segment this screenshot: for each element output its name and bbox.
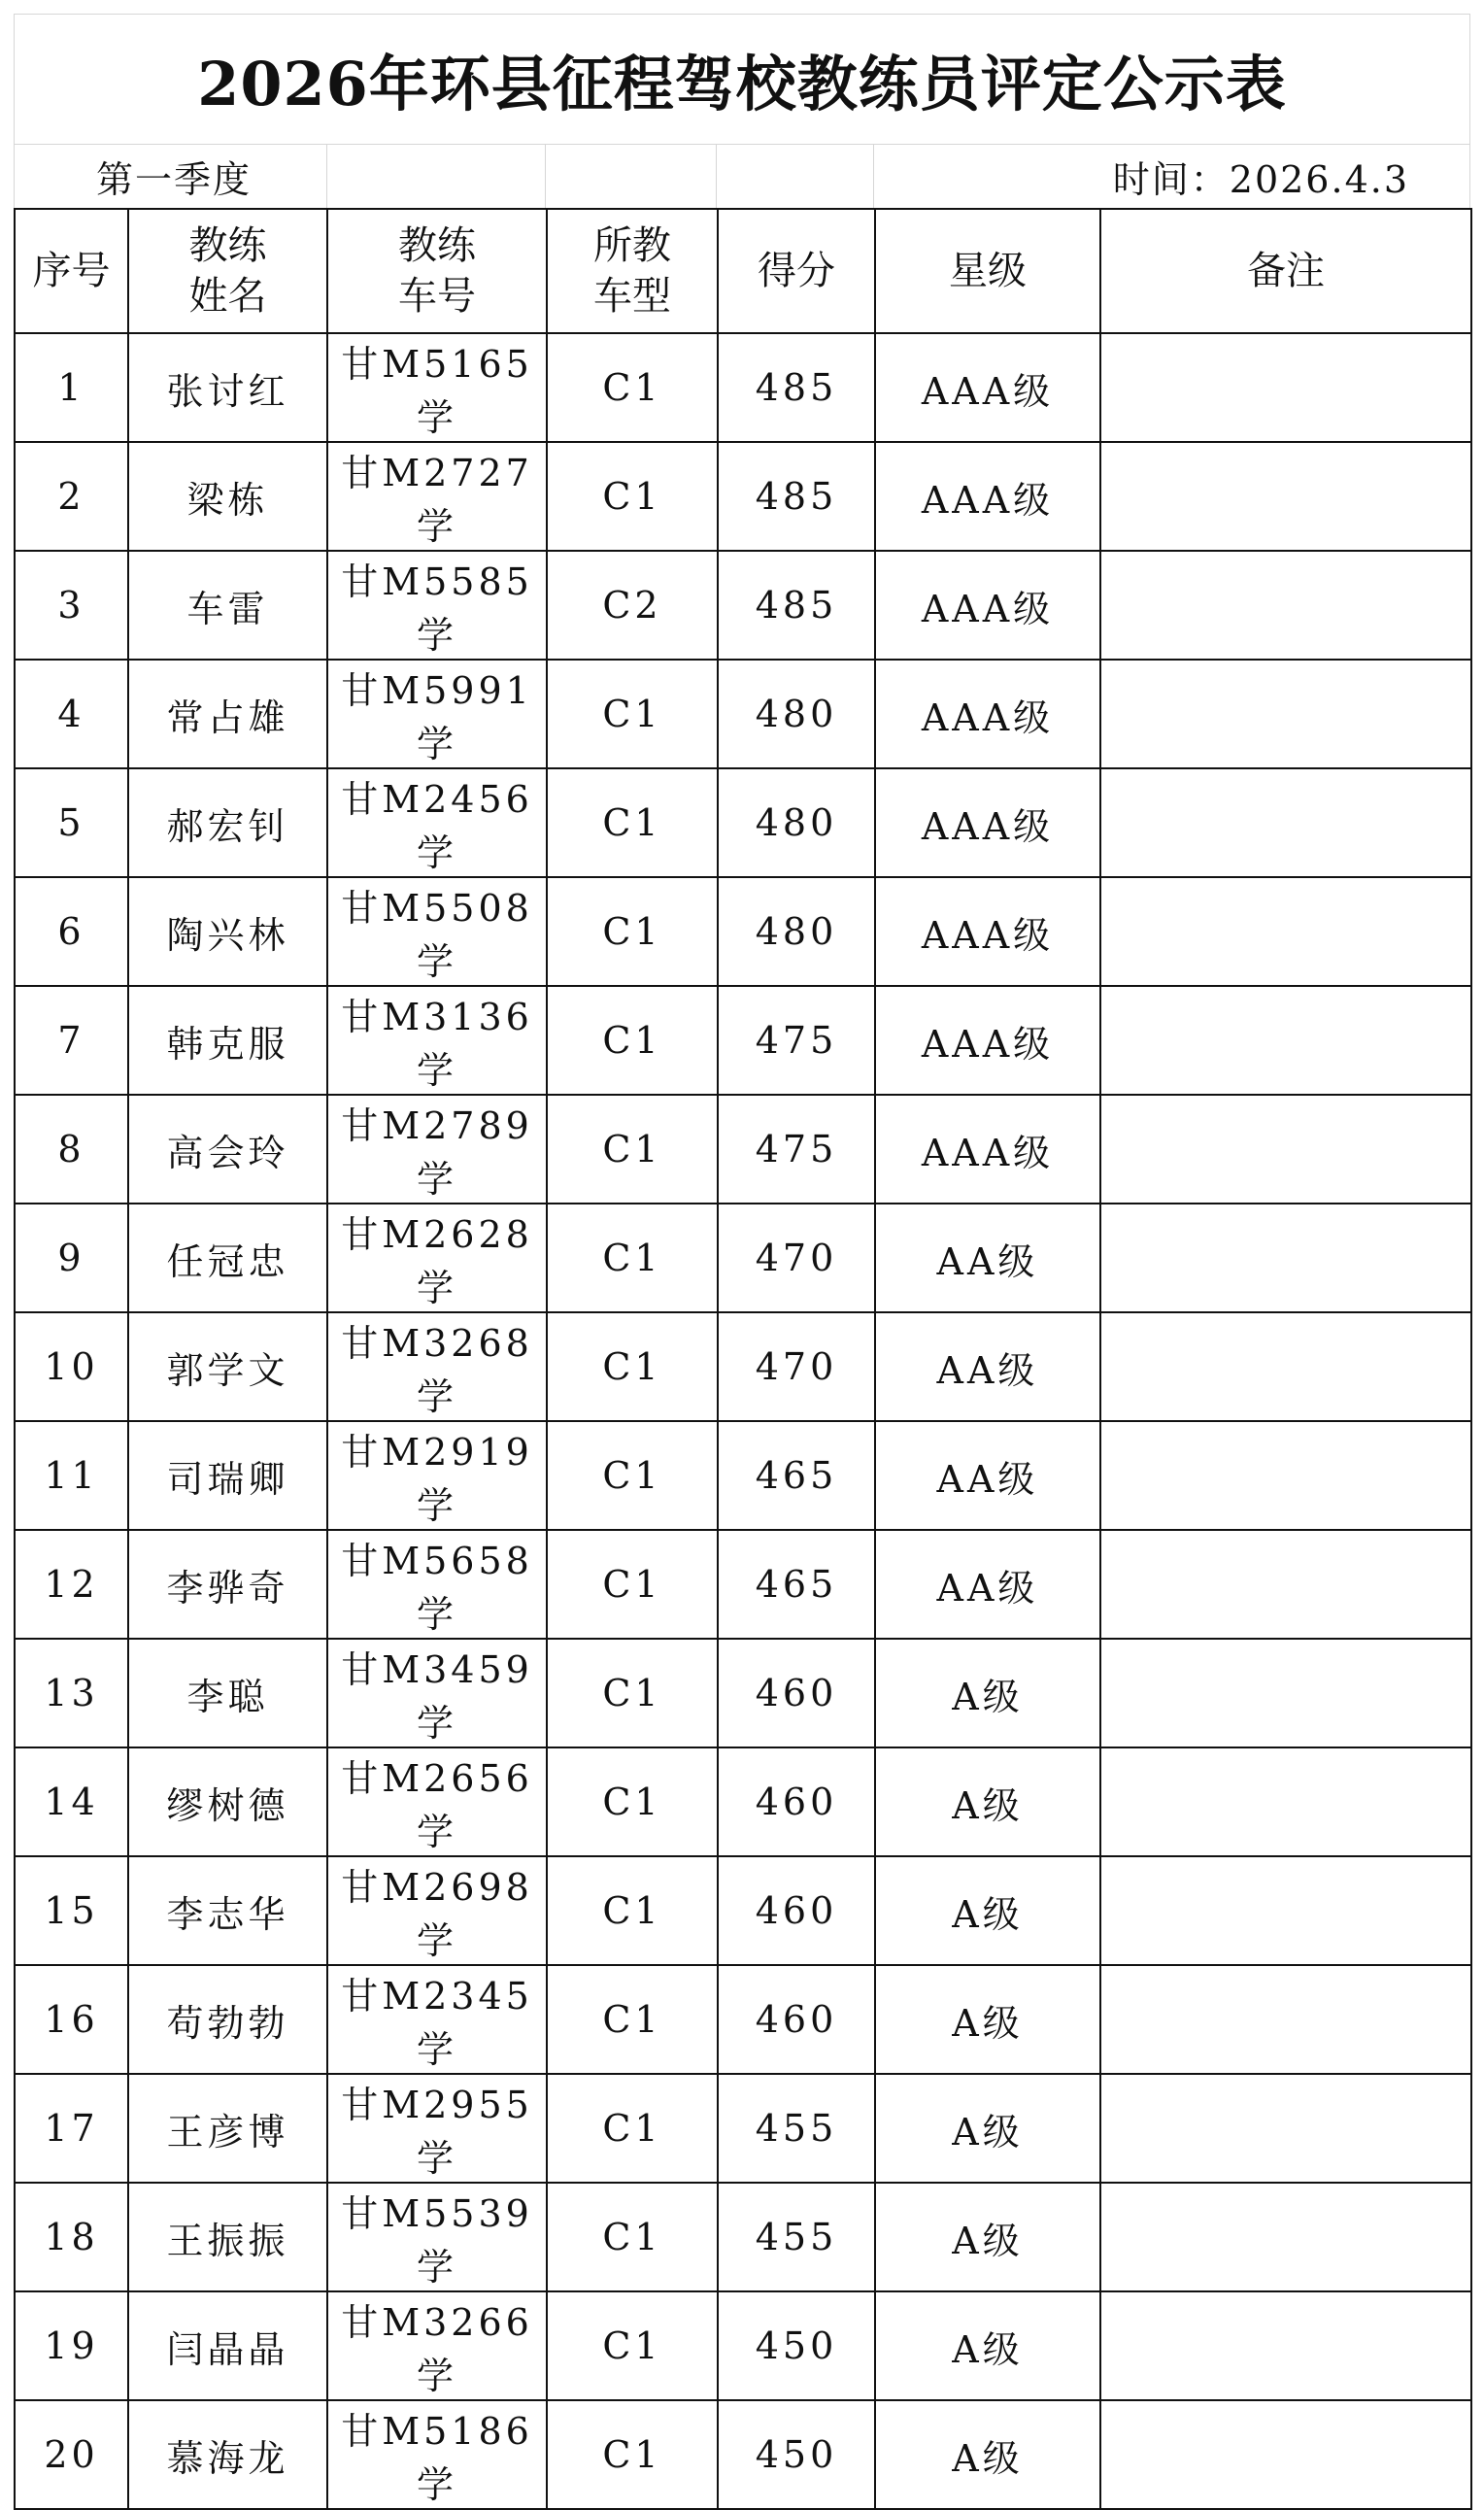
cell-name: 慕海龙 [128, 2400, 327, 2509]
cell-level: A级 [875, 1639, 1100, 1747]
cell-plate: 甘M3268学 [327, 1312, 547, 1421]
cell-car-type: C1 [547, 1421, 718, 1530]
cell-score: 480 [718, 660, 875, 768]
cell-level: AAA级 [875, 1095, 1100, 1204]
cell-plate: 甘M5165学 [327, 333, 547, 442]
cell-car-type: C1 [547, 1204, 718, 1312]
cell-car-type: C1 [547, 2074, 718, 2183]
cell-level: AAA级 [875, 333, 1100, 442]
cell-car-type: C1 [547, 660, 718, 768]
cell-car-type: C1 [547, 333, 718, 442]
cell-note [1100, 1965, 1471, 2074]
cell-name: 郝宏钊 [128, 768, 327, 877]
table-row [15, 1204, 1471, 1312]
cell-note [1100, 1204, 1471, 1312]
cell-plate: 甘M5508学 [327, 877, 547, 986]
date-cell [874, 145, 1469, 208]
header-level [875, 209, 1100, 333]
cell-car-type: C1 [547, 1965, 718, 2074]
cell-plate: 甘M2727学 [327, 442, 547, 551]
header-line: 序号 [32, 249, 111, 293]
title-row [14, 14, 1470, 144]
cell-note [1100, 2400, 1471, 2509]
cell-plate: 甘M2789学 [327, 1095, 547, 1204]
info-empty-cell [327, 145, 547, 208]
cell-note [1100, 2183, 1471, 2291]
cell-no: 11 [15, 1421, 128, 1530]
cell-plate: 甘M5539学 [327, 2183, 547, 2291]
cell-no: 15 [15, 1856, 128, 1965]
cell-score: 460 [718, 1965, 875, 2074]
cell-car-type: C1 [547, 877, 718, 986]
cell-plate: 甘M3136学 [327, 986, 547, 1095]
cell-note [1100, 333, 1471, 442]
cell-level: AAA级 [875, 660, 1100, 768]
coach-rating-table [14, 208, 1472, 2510]
cell-no: 18 [15, 2183, 128, 2291]
cell-no: 19 [15, 2291, 128, 2400]
cell-score: 485 [718, 551, 875, 660]
cell-no: 1 [15, 333, 128, 442]
cell-level: A级 [875, 2291, 1100, 2400]
cell-name: 李聪 [128, 1639, 327, 1747]
header-car-type [547, 209, 718, 333]
header-line: 得分 [758, 249, 835, 293]
cell-level: AAA级 [875, 551, 1100, 660]
header-line: 车号 [398, 274, 476, 319]
header-note [1100, 209, 1471, 333]
cell-name: 李骅奇 [128, 1530, 327, 1639]
cell-plate: 甘M2456学 [327, 768, 547, 877]
table-row [15, 1530, 1471, 1639]
cell-no: 7 [15, 986, 128, 1095]
table-row [15, 2291, 1471, 2400]
cell-plate: 甘M2628学 [327, 1204, 547, 1312]
table-row [15, 551, 1471, 660]
cell-car-type: C1 [547, 1530, 718, 1639]
cell-no: 6 [15, 877, 128, 986]
header-no [15, 209, 128, 333]
cell-level: A级 [875, 2074, 1100, 2183]
table-row [15, 660, 1471, 768]
quarter-cell [15, 145, 327, 208]
cell-name: 李志华 [128, 1856, 327, 1965]
info-row [14, 144, 1470, 208]
cell-note [1100, 660, 1471, 768]
cell-car-type: C1 [547, 768, 718, 877]
cell-level: AA级 [875, 1312, 1100, 1421]
cell-note [1100, 877, 1471, 986]
cell-no: 14 [15, 1747, 128, 1856]
info-empty-cell [546, 145, 717, 208]
cell-note [1100, 1530, 1471, 1639]
header-line: 星级 [949, 249, 1027, 293]
cell-note [1100, 1747, 1471, 1856]
header-score [718, 209, 875, 333]
cell-score: 475 [718, 1095, 875, 1204]
cell-level: A级 [875, 2400, 1100, 2509]
cell-name: 韩克服 [128, 986, 327, 1095]
cell-no: 3 [15, 551, 128, 660]
table-row [15, 1856, 1471, 1965]
cell-score: 450 [718, 2400, 875, 2509]
cell-score: 460 [718, 1747, 875, 1856]
cell-level: A级 [875, 1856, 1100, 1965]
cell-plate: 甘M2656学 [327, 1747, 547, 1856]
cell-level: AA级 [875, 1421, 1100, 1530]
info-empty-cell [717, 145, 874, 208]
table-header-row [15, 209, 1471, 333]
cell-plate: 甘M3266学 [327, 2291, 547, 2400]
cell-score: 470 [718, 1204, 875, 1312]
cell-name: 郭学文 [128, 1312, 327, 1421]
cell-no: 10 [15, 1312, 128, 1421]
cell-car-type: C1 [547, 2291, 718, 2400]
cell-no: 5 [15, 768, 128, 877]
cell-score: 485 [718, 442, 875, 551]
cell-no: 13 [15, 1639, 128, 1747]
cell-name: 车雷 [128, 551, 327, 660]
cell-note [1100, 1312, 1471, 1421]
quarter-label: 第一季度 [96, 158, 253, 201]
cell-level: AAA级 [875, 768, 1100, 877]
table-row [15, 877, 1471, 986]
cell-plate: 甘M5186学 [327, 2400, 547, 2509]
cell-score: 475 [718, 986, 875, 1095]
cell-note [1100, 442, 1471, 551]
cell-score: 460 [718, 1856, 875, 1965]
header-line: 备注 [1247, 249, 1325, 293]
cell-car-type: C1 [547, 1856, 718, 1965]
cell-car-type: C1 [547, 986, 718, 1095]
cell-score: 485 [718, 333, 875, 442]
table-row [15, 1965, 1471, 2074]
table-row [15, 1095, 1471, 1204]
cell-note [1100, 2291, 1471, 2400]
cell-score: 470 [718, 1312, 875, 1421]
cell-note [1100, 1095, 1471, 1204]
cell-plate: 甘M5658学 [327, 1530, 547, 1639]
cell-name: 张讨红 [128, 333, 327, 442]
cell-no: 2 [15, 442, 128, 551]
cell-no: 16 [15, 1965, 128, 2074]
table-row [15, 1312, 1471, 1421]
cell-level: AAA级 [875, 442, 1100, 551]
cell-name: 任冠忠 [128, 1204, 327, 1312]
table-row [15, 1639, 1471, 1747]
cell-car-type: C1 [547, 2183, 718, 2291]
cell-note [1100, 2074, 1471, 2183]
cell-plate: 甘M2955学 [327, 2074, 547, 2183]
announcement-sheet [14, 14, 1470, 2510]
cell-score: 450 [718, 2291, 875, 2400]
header-line: 所教 [593, 223, 671, 268]
cell-name: 梁栋 [128, 442, 327, 551]
table-row [15, 2074, 1471, 2183]
cell-plate: 甘M3459学 [327, 1639, 547, 1747]
table-row [15, 442, 1471, 551]
cell-car-type: C1 [547, 1095, 718, 1204]
header-line: 姓名 [188, 274, 267, 319]
cell-note [1100, 551, 1471, 660]
table-row [15, 768, 1471, 877]
cell-name: 闫晶晶 [128, 2291, 327, 2400]
table-row [15, 2183, 1471, 2291]
header-plate [327, 209, 547, 333]
cell-name: 王彦博 [128, 2074, 327, 2183]
cell-no: 20 [15, 2400, 128, 2509]
cell-no: 4 [15, 660, 128, 768]
cell-no: 12 [15, 1530, 128, 1639]
cell-car-type: C2 [547, 551, 718, 660]
table-row [15, 333, 1471, 442]
cell-plate: 甘M2345学 [327, 1965, 547, 2074]
cell-level: A级 [875, 1965, 1100, 2074]
table-body [15, 333, 1471, 2509]
cell-plate: 甘M2919学 [327, 1421, 547, 1530]
cell-name: 司瑞卿 [128, 1421, 327, 1530]
cell-level: AA级 [875, 1530, 1100, 1639]
cell-level: A级 [875, 1747, 1100, 1856]
cell-car-type: C1 [547, 442, 718, 551]
cell-level: AAA级 [875, 877, 1100, 986]
cell-car-type: C1 [547, 1312, 718, 1421]
cell-score: 480 [718, 877, 875, 986]
page-title: 2026年环县征程驾校教练员评定公示表 [197, 49, 1287, 119]
cell-name: 高会玲 [128, 1095, 327, 1204]
cell-note [1100, 1639, 1471, 1747]
cell-car-type: C1 [547, 2400, 718, 2509]
cell-name: 陶兴林 [128, 877, 327, 986]
cell-level: AA级 [875, 1204, 1100, 1312]
cell-note [1100, 986, 1471, 1095]
cell-plate: 甘M5991学 [327, 660, 547, 768]
cell-note [1100, 1856, 1471, 1965]
cell-car-type: C1 [547, 1747, 718, 1856]
date-label: 时间：2026.4.3 [1112, 158, 1410, 201]
cell-note [1100, 1421, 1471, 1530]
header-coach-name [128, 209, 327, 333]
table-row [15, 986, 1471, 1095]
cell-name: 缪树德 [128, 1747, 327, 1856]
cell-plate: 甘M5585学 [327, 551, 547, 660]
cell-score: 455 [718, 2183, 875, 2291]
cell-score: 480 [718, 768, 875, 877]
table-row [15, 2400, 1471, 2509]
cell-name: 王振振 [128, 2183, 327, 2291]
cell-score: 465 [718, 1421, 875, 1530]
cell-plate: 甘M2698学 [327, 1856, 547, 1965]
cell-name: 苟勃勃 [128, 1965, 327, 2074]
cell-no: 9 [15, 1204, 128, 1312]
cell-level: AAA级 [875, 986, 1100, 1095]
cell-name: 常占雄 [128, 660, 327, 768]
table-row [15, 1421, 1471, 1530]
cell-car-type: C1 [547, 1639, 718, 1747]
cell-no: 8 [15, 1095, 128, 1204]
cell-note [1100, 768, 1471, 877]
cell-score: 460 [718, 1639, 875, 1747]
cell-score: 465 [718, 1530, 875, 1639]
cell-level: A级 [875, 2183, 1100, 2291]
table-row [15, 1747, 1471, 1856]
header-line: 车型 [593, 274, 671, 319]
header-line: 教练 [398, 223, 476, 268]
cell-no: 17 [15, 2074, 128, 2183]
header-line: 教练 [188, 223, 267, 268]
cell-score: 455 [718, 2074, 875, 2183]
